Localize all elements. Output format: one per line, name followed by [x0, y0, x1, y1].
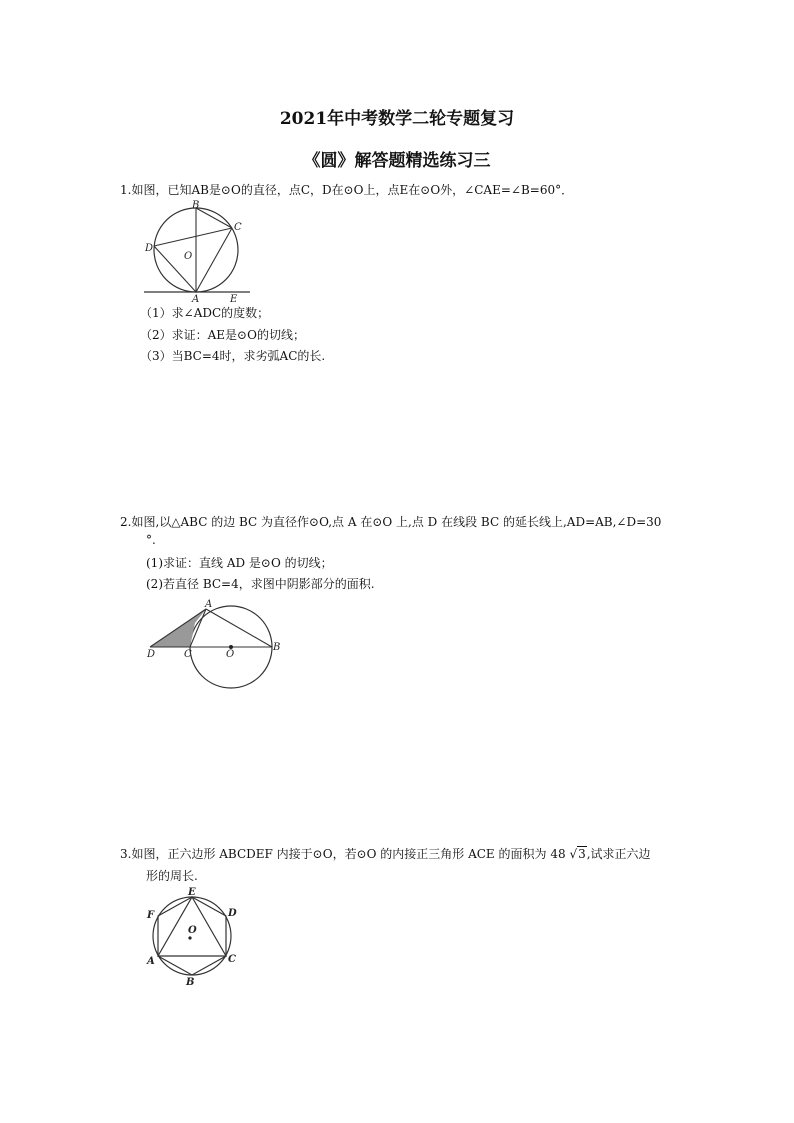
q2-label-D: D: [147, 649, 156, 660]
q1-label-E: E: [230, 294, 238, 305]
q1-label-O: O: [184, 251, 193, 262]
q3-label-A: A: [147, 956, 155, 967]
q1-part-3: （3）当BC=4时，求劣弧AC的长.: [140, 349, 326, 363]
q2-part-1: (1)求证：直线 AD 是⊙O 的切线；: [146, 556, 333, 570]
q1-part-1: （1）求∠ADC的度数；: [140, 306, 270, 320]
q3-figure: [144, 888, 244, 988]
q3-stem-pre: 3.如图，正六边形 ABCDEF 内接于⊙O，若⊙O 的内接正三角形 ACE 的面积为 48: [120, 847, 566, 861]
q1-stem: 1.如图，已知AB是⊙O的直径，点C，D在⊙O上，点E在⊙O外，∠CAE=∠B=60°．: [120, 183, 574, 197]
q3-label-B: B: [186, 977, 195, 988]
q3-label-O: O: [188, 925, 197, 936]
page-subtitle: 《圆》解答题精选练习三: [303, 151, 491, 171]
q3-label-C: C: [228, 954, 236, 965]
q2-stem-line2: °.: [146, 533, 156, 547]
q3-label-F: F: [147, 910, 155, 921]
page-title: 2021年中考数学二轮专题复习: [279, 109, 515, 129]
q1-part-2: （2）求证：AE是⊙O的切线；: [140, 328, 305, 342]
q2-figure: [144, 600, 284, 692]
q2-stem-line1: 2.如图,以△ABC 的边 BC 为直径作⊙O,点 A 在⊙O 上,点 D 在线段 BC 的延长线上,AD=AB,∠D=30: [120, 515, 662, 529]
q3-stem-line1: [120, 846, 651, 862]
q1-label-B: B: [192, 200, 200, 211]
q1-label-C: C: [234, 222, 242, 233]
q2-part-2: (2)若直径 BC=4，求图中阴影部分的面积.: [146, 577, 375, 591]
q3-sqrt: √3: [569, 847, 586, 861]
q2-label-C: C: [184, 649, 192, 660]
q1-label-A: A: [192, 294, 200, 305]
q2-label-O: O: [226, 649, 235, 660]
q1-label-D: D: [145, 243, 154, 254]
q1-figure: [140, 198, 260, 303]
q3-label-E: E: [188, 887, 196, 898]
q2-label-A: A: [205, 599, 213, 610]
q3-label-D: D: [228, 908, 237, 919]
q3-stem-post: ,试求正六边: [586, 847, 651, 861]
q2-label-B: B: [273, 642, 281, 653]
q3-sqrt-value: 3: [578, 847, 586, 861]
q3-stem-line2: 形的周长.: [146, 869, 198, 883]
